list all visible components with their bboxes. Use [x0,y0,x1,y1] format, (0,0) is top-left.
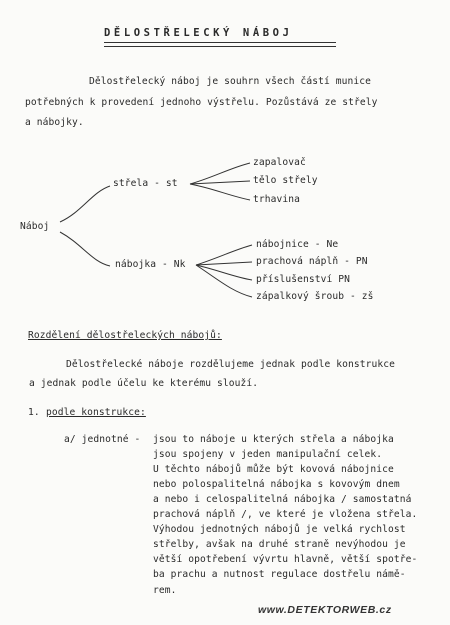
tree-branch-1-label: střela - st [113,178,178,189]
item-a-line-1: jsou to náboje u kterých střela a nábojka [153,434,394,445]
connector-root-branch-2 [60,232,110,266]
subsection-number: 1. [28,407,40,418]
intro-line-1: Dělostřelecký náboj je souhrn všech částí munice [89,76,372,87]
intro-line-2: potřebných k provedení jednoho výstřelu. Pozůstává ze střely [25,97,378,108]
item-a-line-3: U těchto nábojů může být kovová nábojnice [153,464,394,475]
item-a-line-7: Výhodou jednotných nábojů je velká rychlost [153,524,406,535]
item-a-line-6: prachová náplň /, ve které je vložena střela. [153,509,418,520]
tree-root-label: Náboj [20,221,50,232]
section-heading: Rozdělení dělostřeleckých nábojů: [28,330,222,341]
item-a-line-9: větší opotřebení vývrtu hlavně, větší spotře- [153,554,418,565]
tree-branch-2-item-3: příslušenství PN [256,274,351,285]
connector-branch-1-item-3 [190,184,250,200]
watermark-text: www.DETEKTORWEB.cz [258,604,392,616]
tree-branch-1-item-2: tělo střely [253,175,318,186]
tree-branch-2-item-4: zápalkový šroub - zš [256,291,374,302]
connector-branch-2-item-4 [196,265,252,297]
subsection-heading: podle konstrukce: [46,407,146,418]
tree-branch-1-item-3: trhavina [253,194,301,205]
tree-branch-2-item-2: prachová náplň - PN [256,256,368,267]
item-a-line-4: nebo polospalitelná nábojka s kovovým dnem [153,479,400,490]
intro-line-3: a nábojky. [25,117,84,128]
connector-branch-2-item-3 [196,265,252,280]
tree-branch-2-label: nábojka - Nk [115,259,186,270]
connector-branch-1-item-1 [190,163,250,184]
section-text-line-2: a jednak podle účelu ke kterému slouží. [29,378,259,389]
item-a-line-5: a nebo i celospalitelná nábojka / samostatná [153,494,412,505]
item-a-label: a/ jednotné - [64,434,141,445]
tree-branch-2-item-1: nábojnice - Ne [256,239,339,250]
item-a-line-10: ba prachu a nutnost regulace dostřelu námě- [153,569,406,580]
tree-branch-1-item-1: zapalovač [253,157,306,168]
connector-root-branch-1 [60,186,110,222]
item-a-line-8: střelby, avšak na druhé straně nevýhodou je [153,539,406,550]
section-text-line-1: Dělostřelecké náboje rozdělujeme jednak podle konstrukce [66,359,396,370]
item-a-line-2: jsou spojeny v jeden manipulační celek. [153,449,383,460]
page-title: DĚLOSTŘELECKÝ NÁBOJ [104,27,293,39]
item-a-line-11: rem. [153,585,177,596]
